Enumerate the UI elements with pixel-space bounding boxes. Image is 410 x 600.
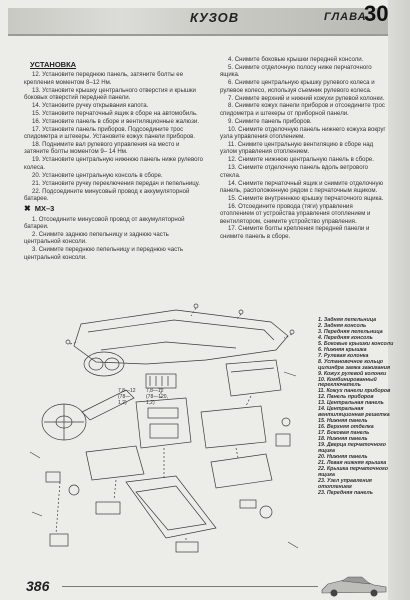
legend-item: 2. Задняя консоль [318,322,367,329]
legend-item: 16. Верхняя отделка [318,424,374,431]
paragraph: 21. Установите ручку переключения передач и пепельницу. [32,179,200,187]
paragraph: 1. Отсоедините минусовой провод от аккумуляторной батареи. [24,215,185,231]
wrench-cross-icon: ✖ [24,204,31,214]
paragraph: 15. Снимите внутреннюю крышку перчаточного ящика. [228,194,384,202]
legend-item: 5. Боковые крышки консоли [318,340,394,347]
paragraph: 19. Установите центральную нижнюю панель ниже рулевого колеса. [24,156,203,171]
paragraph: 14. Снимите перчаточный ящик и снимите отделочную панель, расположенную рядом с перчаточным ящиком. [220,179,384,194]
legend-item: 6. Нижняя крышка [318,346,367,353]
paragraph: 16. Установите панель в сборе и вентиляционные жалюзи. [32,117,200,125]
legend-item: 10. Комбинированный переключатель [318,376,377,389]
legend-item: 12. Панель приборов [318,394,374,401]
paragraph: 12. Установите переднюю панель, затяните болты ее крепления моментом 8–12 Нм. [24,71,184,86]
legend-item: 22. Крышка перчаточного ящика [318,465,388,478]
legend-item: 23. Передняя панель [318,489,373,496]
page-edge-shadow [388,0,410,600]
legend-item: 18. Нижняя панель [318,436,368,443]
paragraph: 17. Снимите болты крепления передней панели и снимите панель в сборе. [220,225,370,240]
legend-item: 20. Нижняя панель [318,453,368,460]
footer-rule [62,586,318,587]
torque-label: 1,2) [146,400,155,406]
paragraph: 16. Отсоедините провода (тяги) управления отоплением от устройства управления отоплением и вентилятором, снимите устройство управления. [220,202,371,225]
right-column [220,56,388,241]
left-column [24,58,206,262]
page-number-box [26,578,49,596]
paragraph: 4. Снимите боковые крышки передней консоли. [228,56,364,63]
paragraph: 13. Установите крышку центрального отверстия и крышки боковых отверстий передней панели. [24,86,196,102]
paragraph: 20. Установите центральную консоль в сборе. [32,171,163,179]
page-number: 386 [26,578,50,594]
section-title: КУЗОВ [190,10,240,25]
legend-item: 8. Установочное кольцо цилиндра замка зажигания [318,358,391,371]
paragraph: 11. Снимите центральную вентиляцию в сборе над узлом управления отоплением. [220,140,374,156]
torque-label: 7,8—12 [146,388,164,394]
installation-heading: УСТАНОВКА [30,60,77,69]
paragraph: 8. Снимите кожух панели приборов и отсоедините трос спидометра и штекеры от приборной панели. [220,102,385,117]
paragraph: 3. Снимите переднюю пепельницу и переднюю часть центральной консоли. [24,246,184,261]
dashboard-exploded-diagram [26,302,308,570]
diagram-legend [318,318,396,497]
legend-item: 13. Центральная панель [318,400,384,407]
legend-item: 15. Нижняя панель [318,418,368,425]
paragraph: 6. Снимите центральную крышку рулевого колеса и рулевое колесо, используя съемник рулевого колеса. [220,79,375,94]
legend-item: 21. Левая нижняя крышка [318,459,387,466]
paragraph: 9. Снимите панель приборов. [228,117,312,125]
torque-label: 7,8—12 [118,388,136,394]
paragraph: 15. Установите перчаточный ящик в сборе на автомобиль. [32,109,198,117]
paragraph: 10. Снимите отделочную панель нижнего кожуха вокруг узла управления отоплением. [220,125,386,141]
legend-item: 17. Боковая панель [318,430,370,437]
paragraph: 22. Подсоедините минусовый провод к аккумуляторной батарее. [24,187,190,202]
paragraph: 12. Снимите нижнюю центральную панель в сборе. [228,156,374,164]
legend-item: 14. Центральная вентиляционная решетка [318,406,390,419]
legend-item: 7. Рулевая колонка [318,352,369,359]
car-illustration [318,572,390,598]
paragraph: 13. Снимите отделочную панель вдоль ветрового стекла. [220,164,369,179]
legend-item: 19. Дверца перчаточного ящика [318,442,386,454]
torque-label: (78—120, [146,394,168,400]
legend-item: 23. Узел управления отоплением [318,477,372,490]
mx3-heading [24,205,206,212]
paragraph: 2. Снимите заднюю пепельницу и заднюю часть центральной консоли. [24,231,169,246]
paragraph: 17. Установите панель приборов. Подсоедините трос спидометра и штекеры. Установите кожух панели приборов. [24,125,196,141]
chapter-number: 30 [364,1,389,26]
paragraph: 14. Установите ручку открывания капота. [32,102,149,110]
torque-label: (78— [118,394,131,400]
torque-label: 1,2) [118,400,127,406]
paragraph: 7. Снимите верхний и нижний кожухи рулевой колонки. [228,94,385,102]
legend-item: 11. Кожух панели приборов [318,388,391,395]
legend-item: 3. Передняя пепельница [318,328,383,335]
chapter-label: ГЛАВА [324,11,367,23]
legend-item: 9. Кожух рулевой колонки [318,370,387,377]
mx3-label: MX–3 [34,204,55,214]
paragraph: 18. Поднимите вал рулевого управления на место и затяните болты моментом 9– 14 Нм. [24,141,180,156]
legend-item: 1. Задняя пепельница [318,317,377,323]
paragraph: 5. Снимите отделочную полосу ниже перчаточного ящика. [220,63,372,79]
legend-item: 4. Передняя консоль [318,334,373,341]
